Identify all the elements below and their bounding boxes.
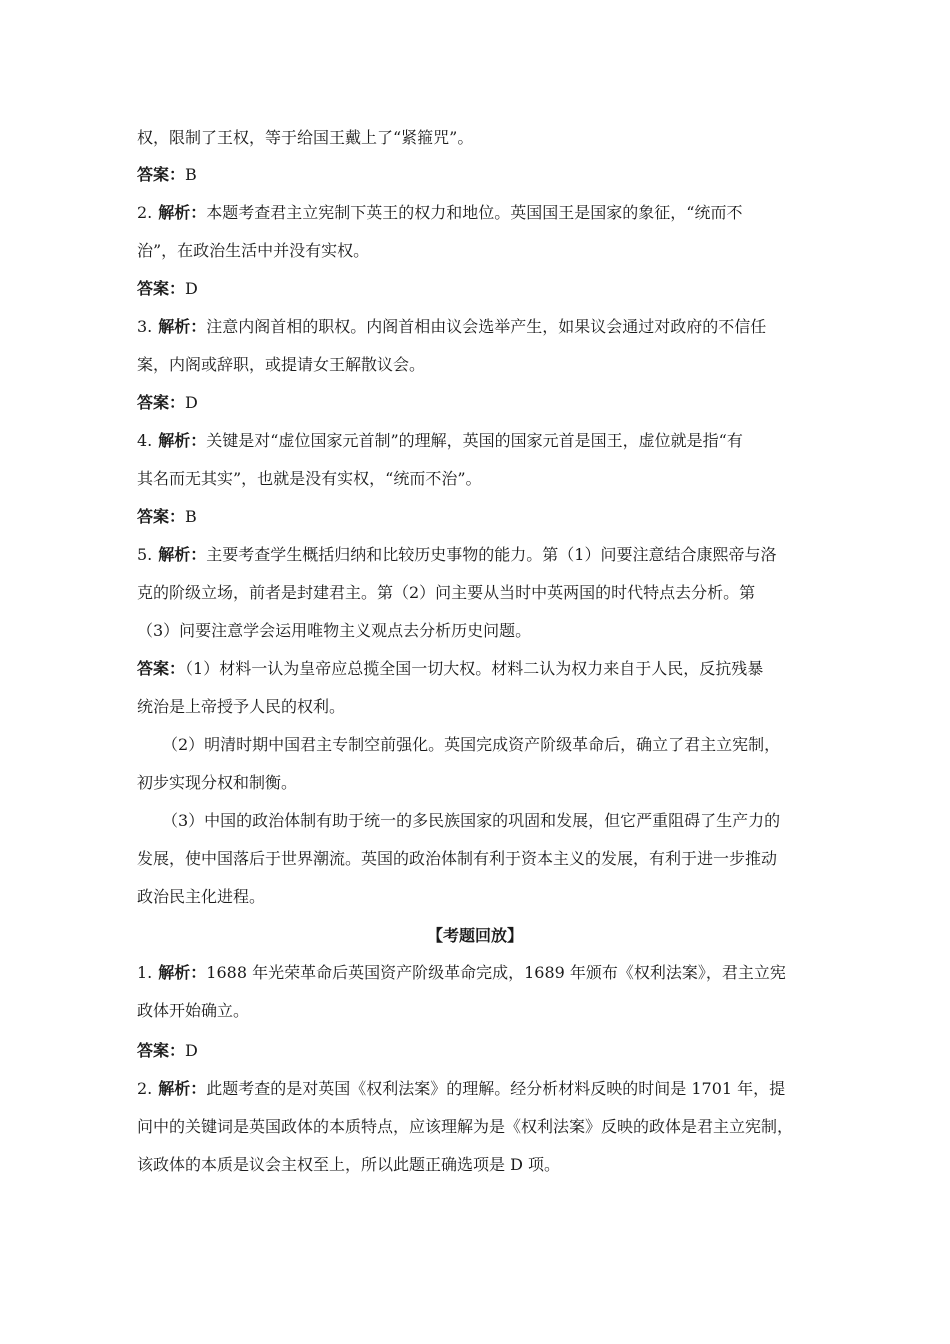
line-text: （2）明清时期中国君主专制空前强化。英国完成资产阶级革命后，确立了君主立宪制， [162,735,781,754]
item-number: 4. [137,431,153,450]
answer-line [137,279,198,299]
text-line [137,128,473,148]
analysis-line [137,203,742,223]
text-line [137,621,531,641]
line-text: 政体开始确立。 [137,1001,250,1020]
answer-line [137,393,198,413]
analysis-label: 解析： [158,431,207,450]
line-text: 其名而无其实”，也就是没有实权，“统而不治”。 [137,469,482,488]
analysis-label: 解析： [158,545,207,564]
line-text: 案，内阁或辞职，或提请女王解散议会。 [137,355,426,374]
answer-value: B [185,507,197,526]
answer-label: 答案： [137,507,186,526]
item-number: 2. [137,1079,153,1098]
answer-value: D [185,279,198,298]
line-text: 问中的关键词是英国政体的本质特点，应该理解为是《权利法案》反映的政体是君主立宪制， [137,1117,794,1136]
analysis-label: 解析： [158,317,207,336]
analysis-label: 解析： [158,203,207,222]
answer-value: D [185,1041,198,1060]
item-number: 2. [137,203,153,222]
analysis-line [137,963,786,983]
text-line [137,849,777,869]
text-line [137,583,755,603]
answer-label: 答案： [137,659,186,678]
analysis-line [137,317,766,337]
text-line [137,1001,249,1021]
answer-line [137,1041,198,1061]
analysis-label: 解析： [158,963,207,982]
line-text: 克的阶级立场，前者是封建君主。第（2）问主要从当时中英两国的时代特点去分析。第 [137,583,756,602]
analysis-line [137,1079,785,1099]
item-number: 5. [137,545,153,564]
line-text: 权，限制了王权，等于给国王戴上了“紧箍咒”。 [137,128,474,147]
analysis-label: 解析： [158,1079,207,1098]
answer-label: 答案： [137,1041,186,1060]
answer-label: 答案： [137,165,186,184]
answer-label: 答案： [137,393,186,412]
line-text: 统治是上帝授予人民的权利。 [137,697,346,716]
answer-line [137,659,763,679]
line-text: 该政体的本质是议会主权至上，所以此题正确选项是 D 项。 [137,1155,561,1174]
text-line [137,1155,560,1175]
text-line [137,887,265,907]
analysis-line [137,431,743,451]
text-line [162,735,780,755]
analysis-text: 1688 年光荣革命后英国资产阶级革命完成，1689 年颁布《权利法案》，君主立宪 [206,963,786,982]
answer-line [137,165,197,185]
text-line [137,355,425,375]
analysis-text: 注意内阁首相的职权。内阁首相由议会选举产生，如果议会通过对政府的不信任 [206,317,767,336]
item-number: 1. [137,963,153,982]
answer-text: （1）材料一认为皇帝应总揽全国一切大权。材料二认为权力来自于人民，反抗残暴 [185,659,764,678]
answer-value: D [185,393,198,412]
line-text: 初步实现分权和制衡。 [137,773,298,792]
text-line [137,1117,793,1137]
answer-label: 答案： [137,279,186,298]
answer-value: B [185,165,197,184]
text-line [137,469,482,489]
section-heading: 【考题回放】 [426,926,523,945]
item-number: 3. [137,317,153,336]
analysis-text: 本题考查君主立宪制下英王的权力和地位。英国国王是国家的象征，“统而不 [206,203,743,222]
text-line [137,773,297,793]
analysis-text: 主要考查学生概括归纳和比较历史事物的能力。第（1）问要注意结合康熙帝与洛 [206,545,777,564]
analysis-line [137,545,776,565]
text-line [162,811,780,831]
analysis-text: 此题考查的是对英国《权利法案》的理解。经分析材料反映的时间是 1701 年，提 [206,1079,786,1098]
line-text: 发展，使中国落后于世界潮流。英国的政治体制有利于资本主义的发展，有利于进一步推动 [137,849,778,868]
line-text: （3）问要注意学会运用唯物主义观点去分析历史问题。 [137,621,532,640]
line-text: 政治民主化进程。 [137,887,266,906]
line-text: 治”，在政治生活中并没有实权。 [137,241,370,260]
line-text: （3）中国的政治体制有助于统一的多民族国家的巩固和发展，但它严重阻碍了生产力的 [162,811,781,830]
text-line [137,241,369,261]
analysis-text: 关键是对“虚位国家元首制”的理解，英国的国家元首是国王，虚位就是指“有 [206,431,743,450]
text-line [137,697,345,717]
answer-line [137,507,197,527]
